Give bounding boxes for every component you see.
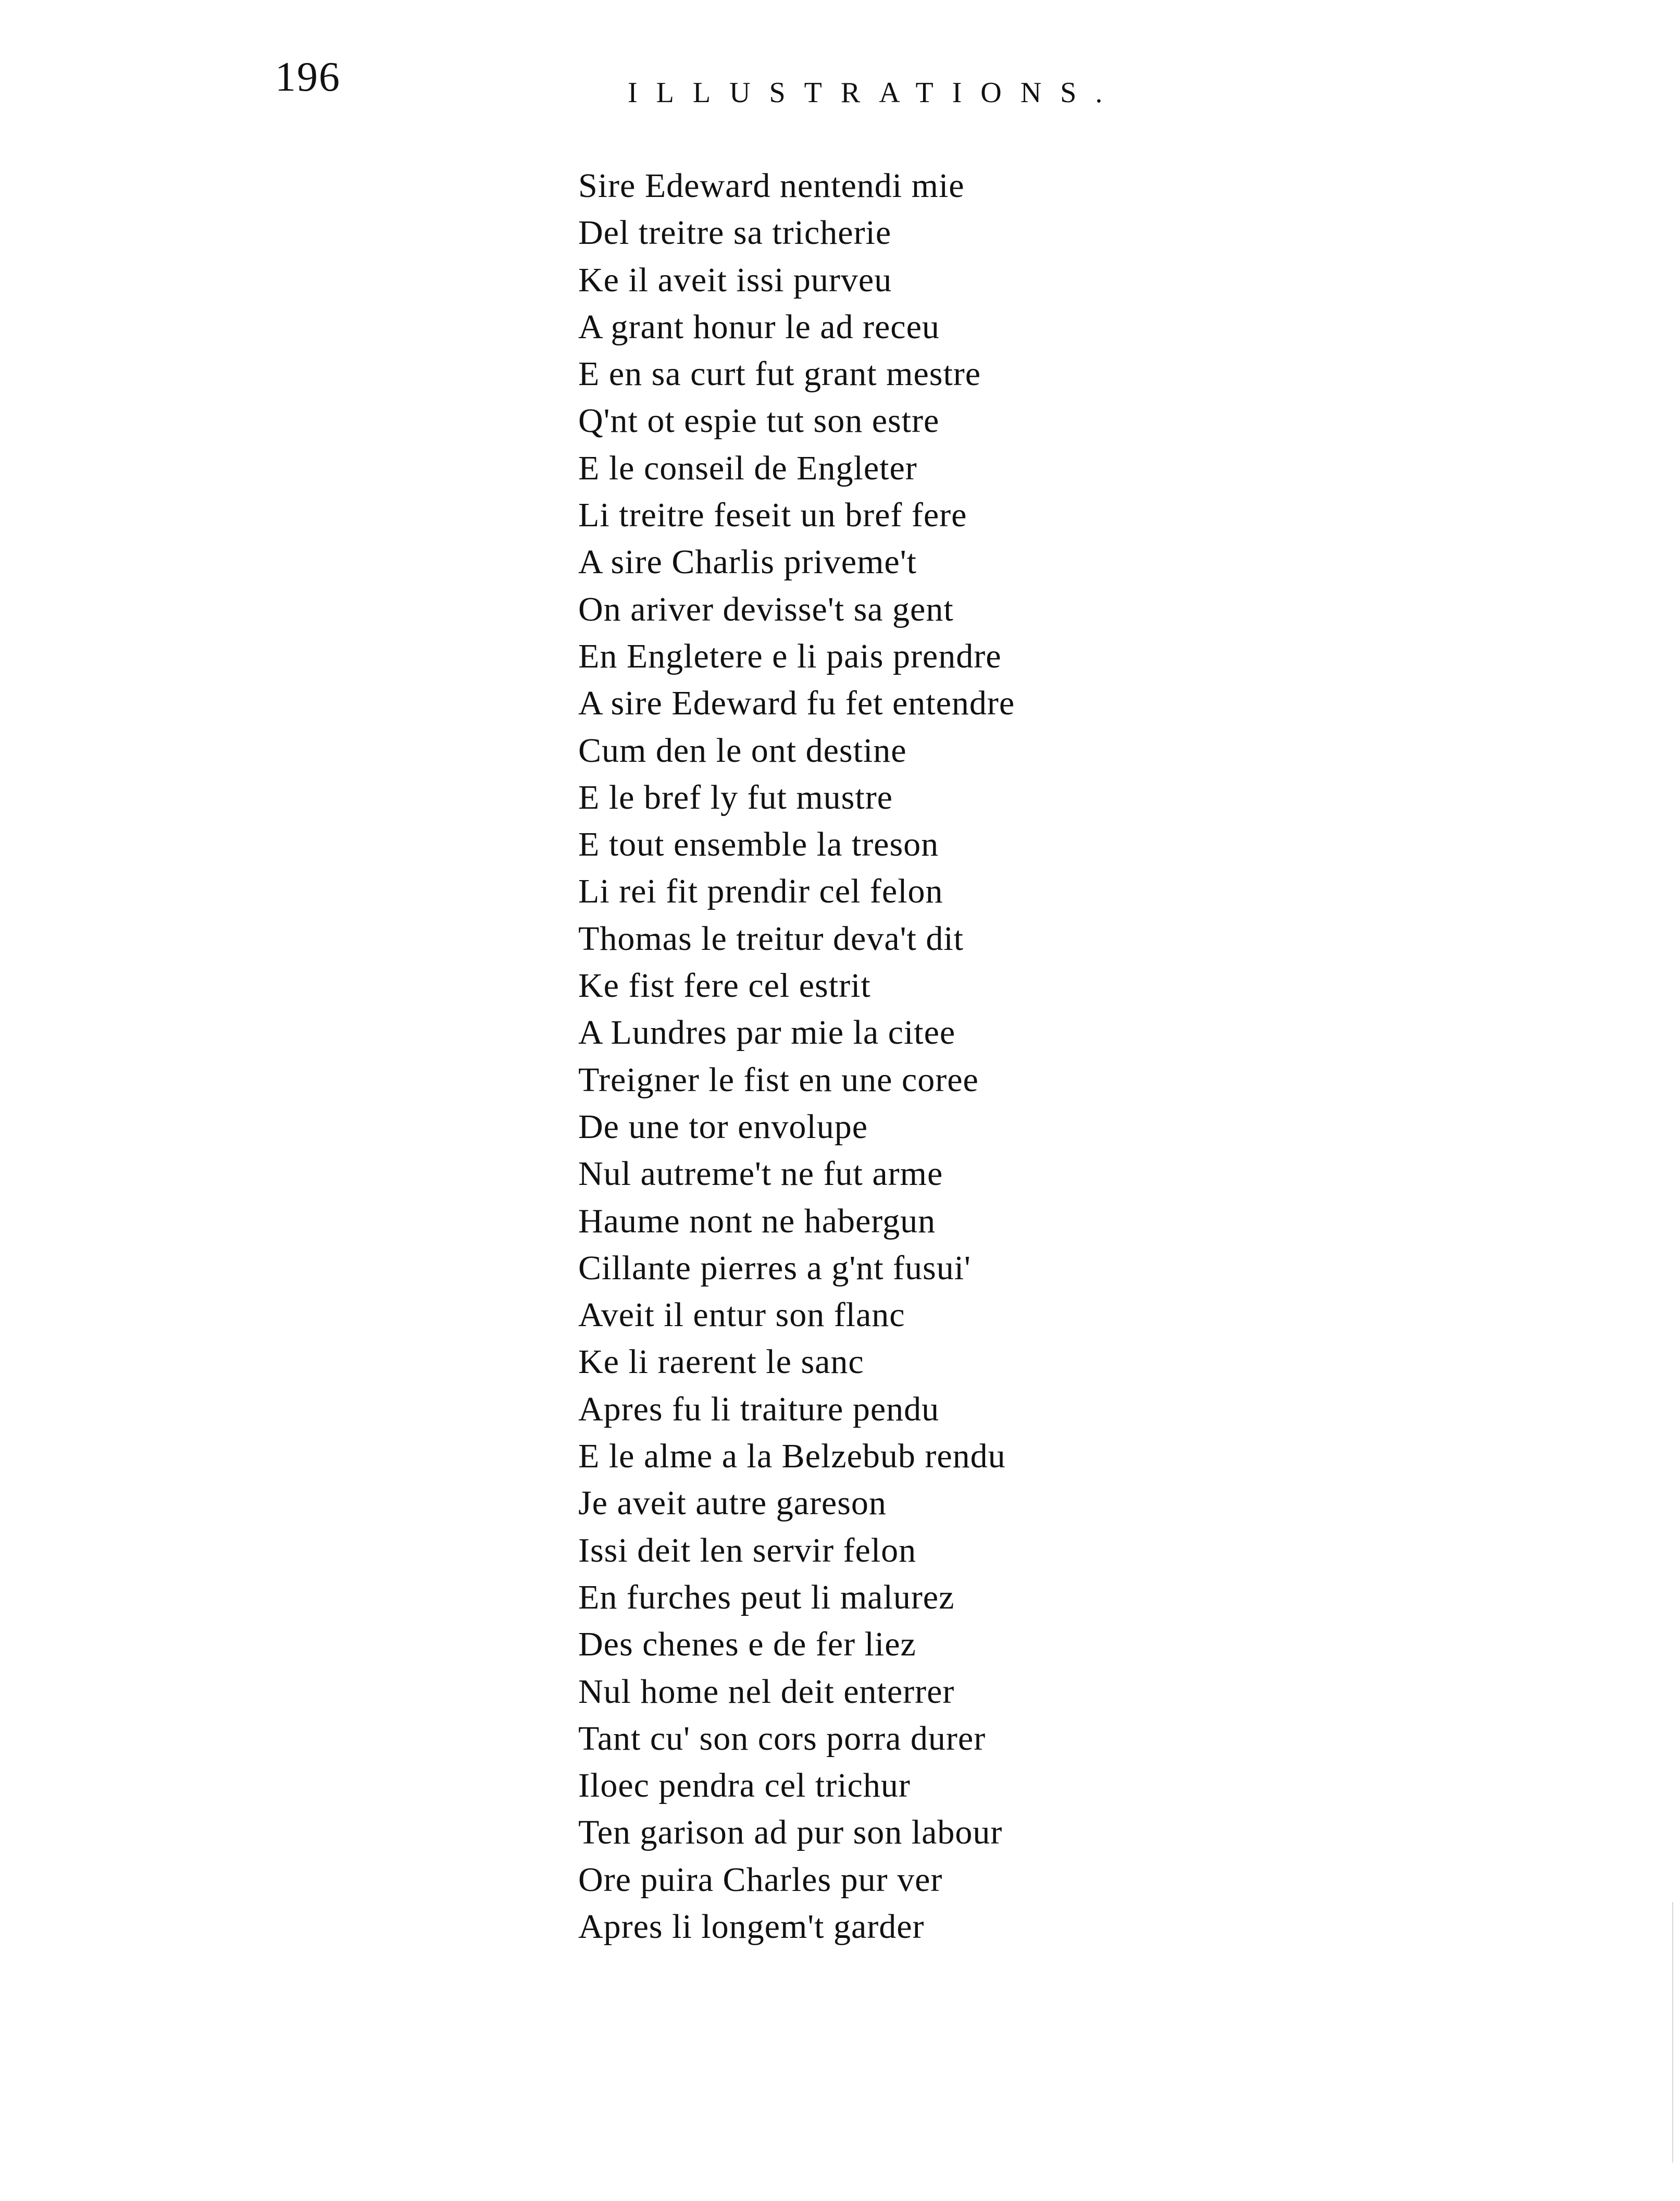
verse-line: Cillante pierres a g'nt fusui' [578,1248,971,1287]
verse-line: E le bref ly fut mustre [578,778,893,817]
verse-line: Tant cu' son cors porra durer [578,1719,986,1758]
verse-line: Apres li longem't garder [578,1907,925,1946]
verse-line: Sire Edeward nentendi mie [578,167,965,205]
verse-line: E tout ensemble la treson [578,825,939,864]
verse-line: Del treitre sa tricherie [578,214,892,252]
verse-line: Haume nont ne habergun [578,1202,936,1240]
verse-line: Apres fu li traiture pendu [578,1390,940,1428]
verse-line: Nul home nel deit enterrer [578,1672,955,1711]
verse-line: Aveit il entur son flanc [578,1296,905,1334]
verse-line: E le alme a la Belzebub rendu [578,1437,1006,1476]
poem-verse [578,163,1015,1950]
verse-line: A Lundres par mie la citee [578,1013,956,1052]
verse-line: De une tor envolupe [578,1107,868,1146]
verse-line: Iloec pendra cel trichur [578,1766,911,1805]
verse-line: Ke fist fere cel estrit [578,967,871,1005]
page-edge-shadow [1672,1902,1673,2162]
verse-line: Li rei fit prendir cel felon [578,872,943,911]
verse-line: Nul autreme't ne fut arme [578,1155,943,1193]
verse-line: A sire Charlis priveme't [578,543,917,582]
verse-line: En furches peut li malurez [578,1578,955,1616]
verse-line: Ke li raerent le sanc [578,1343,864,1381]
verse-line: Q'nt ot espie tut son estre [578,402,940,440]
verse-line: E en sa curt fut grant mestre [578,355,981,393]
verse-line: Ke il aveit issi purveu [578,261,892,299]
verse-line: Des chenes e de fer liez [578,1625,916,1664]
verse-line: Li treitre feseit un bref fere [578,496,967,535]
verse-line: En Engletere e li pais prendre [578,637,1002,675]
verse-line: Treigner le fist en une coree [578,1060,979,1099]
running-head: ILLUSTRATIONS. [628,77,1122,109]
verse-line: On ariver devisse't sa gent [578,590,954,628]
verse-line: A sire Edeward fu fet entendre [578,684,1015,723]
verse-line: A grant honur le ad receu [578,307,940,346]
verse-line: Ten garison ad pur son labour [578,1813,1003,1852]
page-number: 196 [275,54,341,100]
verse-line: Thomas le treitur deva't dit [578,919,964,958]
verse-line: E le conseil de Engleter [578,449,917,487]
verse-line: Je aveit autre gareson [578,1484,887,1523]
verse-line: Issi deit len servir felon [578,1531,917,1569]
verse-line: Cum den le ont destine [578,731,907,770]
verse-line: Ore puira Charles pur ver [578,1860,943,1899]
